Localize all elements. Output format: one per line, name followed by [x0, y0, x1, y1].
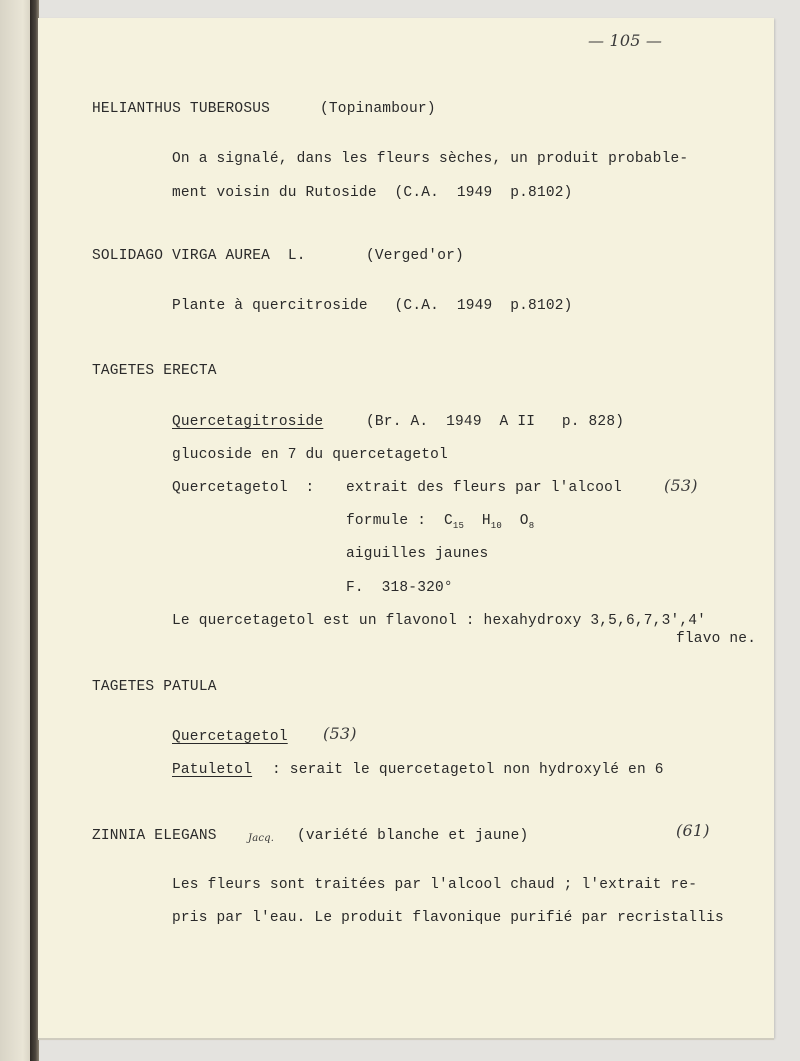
text-line: : serait le quercetagetol non hydroxylé en 6	[272, 762, 664, 778]
heading-tagetes-erecta: TAGETES ERECTA	[92, 363, 217, 379]
label-quercetagetol: Quercetagetol :	[172, 480, 315, 496]
variety: (variété blanche et jaune)	[297, 828, 529, 844]
formula: formule : $C_{15}$ $H_{10}$ $O_8$	[346, 513, 535, 531]
text-line: Plante à quercitroside (C.A. 1949 p.8102)	[172, 298, 573, 314]
text-line: flavo ne.	[676, 631, 757, 647]
handwritten-reference: (53)	[323, 724, 357, 743]
reference: (Br. A. 1949 A II p. 828)	[366, 414, 625, 430]
text-line: ment voisin du Rutoside (C.A. 1949 p.8102)	[172, 185, 573, 201]
handwritten-reference: (53)	[664, 476, 698, 495]
page-bottom-edge	[38, 1038, 774, 1040]
handwritten-author: Jacq.	[248, 833, 275, 844]
text-line: aiguilles jaunes	[346, 546, 489, 562]
handwritten-reference: (61)	[676, 821, 710, 840]
text-line: On a signalé, dans les fleurs sèches, un produit probable-	[172, 151, 689, 167]
compound-quercetagetol: Quercetagetol	[172, 729, 288, 745]
text-line: pris par l'eau. Le produit flavonique purifié par recristallis	[172, 910, 724, 926]
heading-solidago: SOLIDAGO VIRGA AUREA L.	[92, 248, 306, 264]
common-name-helianthus: (Topinambour)	[320, 101, 436, 117]
heading-helianthus: HELIANTHUS TUBEROSUS	[92, 101, 271, 117]
page-number: — 105 —	[588, 31, 663, 50]
compound-patuletol: Patuletol	[172, 762, 253, 778]
melting-point: F. 318-320°	[346, 580, 453, 596]
compound-quercetagitroside: Quercetagitroside	[172, 414, 324, 430]
text-line: Le quercetagetol est un flavonol : hexahydroxy 3,5,6,7,3',4'	[172, 613, 707, 629]
text-line: extrait des fleurs par l'alcool	[346, 480, 622, 496]
text-line: Les fleurs sont traitées par l'alcool chaud ; l'extrait re-	[172, 877, 698, 893]
common-name-solidago: (Verged'or)	[366, 248, 464, 264]
heading-zinnia: ZINNIA ELEGANS	[92, 828, 217, 844]
text-line: glucoside en 7 du quercetagetol	[172, 447, 448, 463]
heading-tagetes-patula: TAGETES PATULA	[92, 679, 217, 695]
